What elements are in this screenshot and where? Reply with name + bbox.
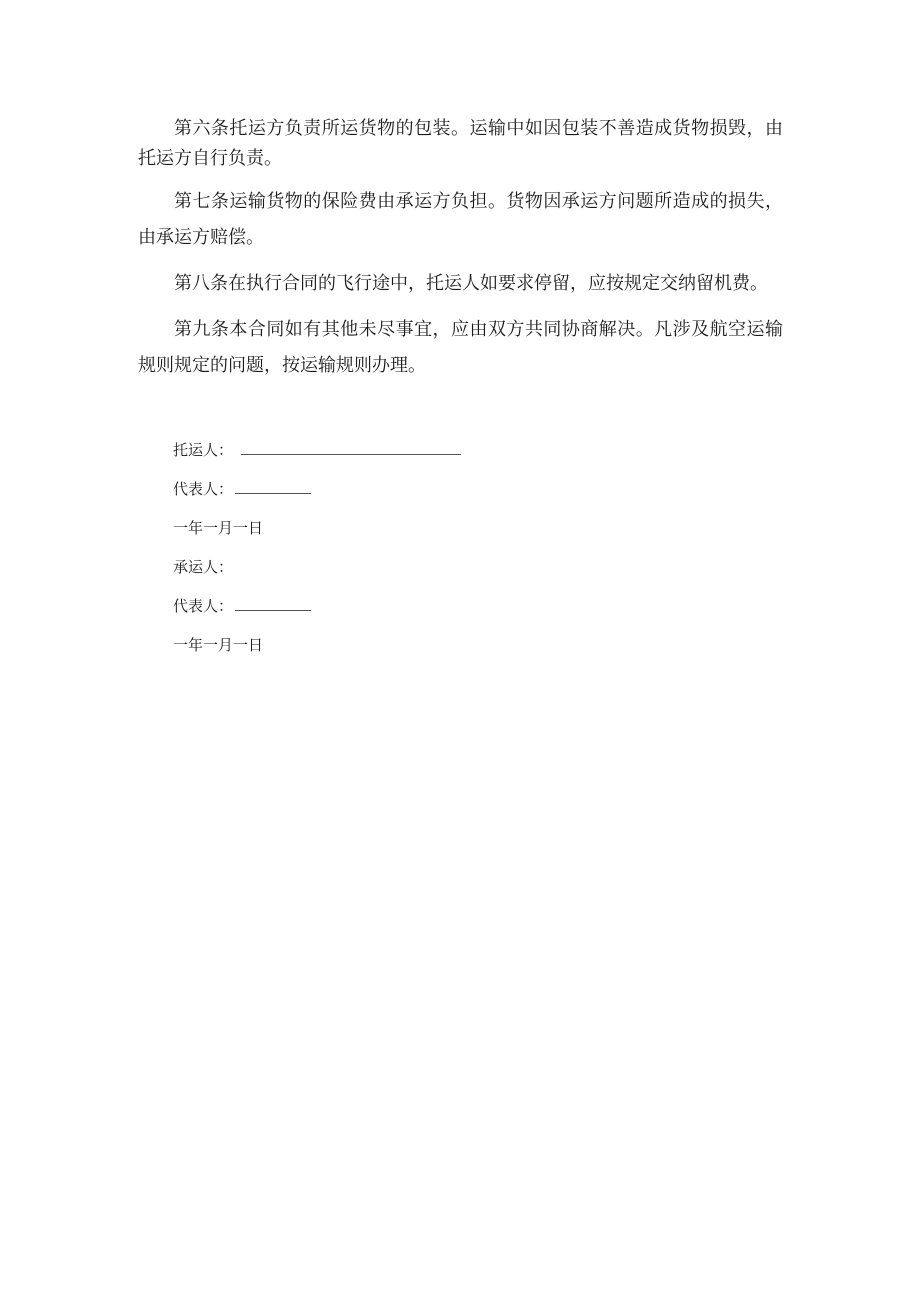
shipper-representative-row — [173, 476, 673, 515]
shipper-row — [173, 437, 673, 476]
signature-block — [173, 437, 673, 671]
carrier-row — [173, 554, 673, 593]
clause-8: 第八条在执行合同的飞行途中，托运人如要求停留，应按规定交纳留机费。 — [174, 273, 768, 294]
shipper-signature-blank — [241, 438, 461, 455]
shipper-representative-label: 代表人： — [173, 480, 234, 498]
clause-6: 第六条托运方负责所运货物的包装。运输中如因包装不善造成货物损毁，由托运方自行负责。 — [138, 118, 783, 169]
carrier-representative-label: 代表人： — [173, 597, 234, 615]
carrier-label: 承运人： — [173, 558, 234, 576]
clause-7: 第七条运输货物的保险费由承运方负担。货物因承运方问题所造成的损失，由承运方赔偿。 — [138, 191, 783, 248]
carrier-date: 一年一月一日 — [173, 636, 264, 654]
carrier-representative-row — [173, 593, 673, 632]
shipper-label: 托运人： — [173, 441, 234, 459]
carrier-representative-blank — [235, 594, 311, 611]
clause-9: 第九条本合同如有其他未尽事宜，应由双方共同协商解决。凡涉及航空运输规则规定的问题，按运输规则办理。 — [138, 319, 783, 376]
shipper-date: 一年一月一日 — [173, 519, 264, 537]
contract-clauses — [138, 114, 783, 384]
shipper-representative-blank — [235, 477, 311, 494]
